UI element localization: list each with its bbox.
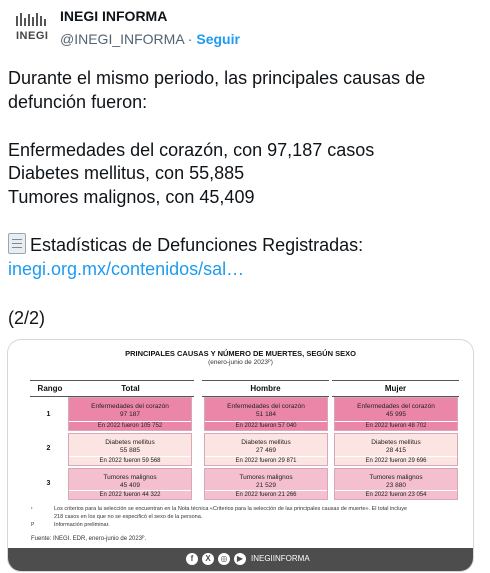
image-title: PRINCIPALES CAUSAS Y NÚMERO DE MUERTES, SEGÚN SEXO xyxy=(125,349,356,358)
cause-name: Tumores malignos xyxy=(239,474,293,481)
cell-total-1 xyxy=(68,397,192,431)
tweet-text-line1: Durante el mismo periodo, las principales causas de xyxy=(8,68,426,88)
cause-name: Diabetes mellitus xyxy=(371,439,421,446)
cell-total-3 xyxy=(68,468,192,500)
link[interactable]: inegi.org.mx/contenidos/sal… xyxy=(8,259,245,279)
cause-name: Tumores malignos xyxy=(103,474,157,481)
previous-year: En 2022 fueron 57 040 xyxy=(205,421,327,429)
cell-mujer-2 xyxy=(334,433,458,466)
tweet-text-line2: defunción fueron: xyxy=(8,92,148,112)
doc-title: Estadísticas de Defunciones Registradas: xyxy=(30,235,364,255)
previous-year: En 2022 fueron 44 322 xyxy=(69,490,191,498)
doc-line xyxy=(8,233,363,257)
cause-3: Tumores malignos, con 45,409 xyxy=(8,187,255,207)
cell-mujer-1 xyxy=(334,397,458,431)
previous-year: En 2022 fueron 59 568 xyxy=(69,456,191,464)
cause-name: Tumores malignos xyxy=(369,474,423,481)
cause-name: Enfermedades del corazón xyxy=(227,403,305,410)
cell-mujer-3 xyxy=(334,468,458,500)
note-mark-p: P xyxy=(31,522,35,528)
avatar-text: INEGI xyxy=(16,30,49,42)
cause-value: 21 529 xyxy=(256,482,276,489)
thread-count: (2/2) xyxy=(8,308,46,328)
cause-value: 45 409 xyxy=(120,482,140,489)
x-icon: X xyxy=(202,553,214,565)
cell-hombre-2 xyxy=(204,433,328,466)
note-mark-1: ¹ xyxy=(31,506,33,512)
youtube-icon: ▶ xyxy=(234,553,246,565)
account-handle[interactable]: @INEGI_INFORMA xyxy=(60,31,184,47)
cell-hombre-3 xyxy=(204,468,328,500)
rank-2: 2 xyxy=(46,445,51,452)
cause-value: 23 880 xyxy=(386,482,406,489)
cause-value: 28 415 xyxy=(386,447,406,454)
instagram-icon: ◎ xyxy=(218,553,230,565)
page-icon xyxy=(8,233,26,254)
previous-year: En 2022 fueron 29 696 xyxy=(335,456,457,464)
cause-value: 51 184 xyxy=(256,411,276,418)
cause-name: Enfermedades del corazón xyxy=(91,403,169,410)
cause-name: Enfermedades del corazón xyxy=(357,403,435,410)
rank-3: 3 xyxy=(46,480,51,487)
previous-year: En 2022 fueron 21 266 xyxy=(205,490,327,498)
cause-1: Enfermedades del corazón, con 97,187 casos xyxy=(8,140,375,160)
note-3: Información preliminar. xyxy=(54,522,110,528)
facebook-icon: f xyxy=(186,553,198,565)
previous-year: En 2022 fueron 48 702 xyxy=(335,421,457,429)
separator: · xyxy=(187,31,193,47)
previous-year: En 2022 fueron 23 054 xyxy=(335,490,457,498)
handle-row xyxy=(60,31,240,47)
header-rango: Rango xyxy=(30,380,70,397)
cause-value: 55 885 xyxy=(120,447,140,454)
tweet-image[interactable] xyxy=(7,339,474,572)
note-2: 218 casos en los que no se especificó el sexo de la persona. xyxy=(54,514,203,520)
note-1: Los criterios para la selección se encuentran en la Nota técnica «Criterios para la selección de las principales causas de muerte». El total incluye xyxy=(54,506,408,512)
previous-year: En 2022 fueron 29 871 xyxy=(205,456,327,464)
follow-button[interactable]: Seguir xyxy=(196,31,240,47)
cause-name: Diabetes mellitus xyxy=(241,439,291,446)
account-name[interactable]: INEGI INFORMA xyxy=(60,8,168,24)
cause-value: 27 469 xyxy=(256,447,276,454)
footer-brand: INEGIINFORMA xyxy=(251,554,310,563)
cause-value: 45 995 xyxy=(386,411,406,418)
cause-name: Diabetes mellitus xyxy=(105,439,155,446)
header-total: Total xyxy=(67,380,194,397)
image-subtitle: (enero-junio de 2023ᴾ) xyxy=(208,359,273,366)
header-mujer: Mujer xyxy=(332,380,459,397)
rank-1: 1 xyxy=(46,411,51,418)
header-hombre: Hombre xyxy=(202,380,329,397)
previous-year: En 2022 fueron 105 752 xyxy=(69,421,191,429)
image-footer xyxy=(8,548,473,571)
cause-value: 97 187 xyxy=(120,411,140,418)
cause-2: Diabetes mellitus, con 55,885 xyxy=(8,163,245,183)
inegi-logo-icon xyxy=(16,12,46,26)
cell-total-2 xyxy=(68,433,192,466)
cell-hombre-1 xyxy=(204,397,328,431)
source: Fuente: INEGI. EDR, enero-junio de 2023ᴾ. xyxy=(31,536,147,542)
avatar[interactable] xyxy=(12,8,52,48)
